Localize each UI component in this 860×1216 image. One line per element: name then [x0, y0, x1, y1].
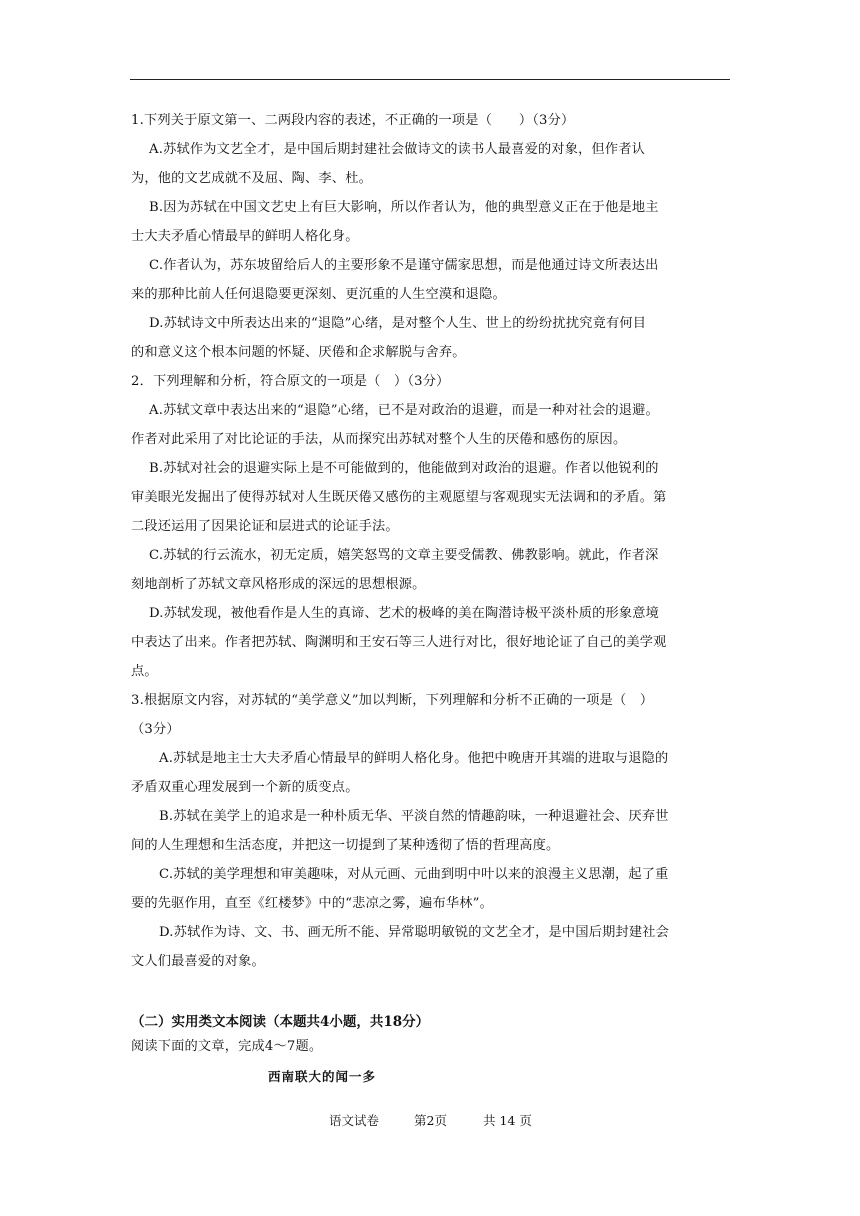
- q1-option-d-line2: 的和意义这个根本问题的怀疑、厌倦和企求解脱与舍弃。: [131, 345, 466, 360]
- q2-option-a-line1: A.苏轼文章中表达出来的“退隐”心绪，已不是对政治的退避，而是一种对社会的退避。: [149, 403, 659, 418]
- article-title: 西南联大的闻一多: [268, 1069, 377, 1084]
- footer-total-pages: 共 14 页: [483, 1113, 532, 1128]
- section-heading: （二）实用类文本阅读（本题共4小题，共18分）: [131, 1014, 430, 1030]
- q2-option-d-line2: 中表达了出来。作者把苏轼、陶渊明和王安石等三人进行对比，很好地论证了自己的美学观: [131, 635, 667, 650]
- question-1-stem: 1.下列关于原文第一、二两段内容的表述，不正确的一项是（ ）（3分）: [131, 113, 575, 128]
- q3-option-d-line1: D.苏轼作为诗、文、书、画无所不能、异常聪明敏锐的文艺全才，是中国后期封建社会: [159, 925, 670, 940]
- q1-option-c-line2: 来的那种比前人任何退隐要更深刻、更沉重的人生空漠和退隐。: [131, 287, 506, 302]
- q2-option-d-line1: D.苏轼发现，被他看作是人生的真谛、艺术的极峰的美在陶潜诗极平淡朴质的形象意境: [149, 606, 660, 621]
- question-3-stem-line1: 3.根据原文内容，对苏轼的“美学意义”加以判断，下列理解和分析不正确的一项是（ ）: [131, 693, 654, 708]
- q3-option-c-line2: 要的先驱作用，直至《红楼梦》中的“悲凉之雾，遍布华林”。: [131, 896, 493, 911]
- q3-option-c-line1: C.苏轼的美学理想和审美趣味，对从元画、元曲到明中叶以来的浪漫主义思潮，起了重: [159, 867, 669, 882]
- header-rule: [130, 79, 730, 80]
- question-3-stem-line2: （3分）: [131, 722, 180, 737]
- question-2-stem: 2．下列理解和分析，符合原文的一项是（ ）（3分）: [131, 374, 450, 389]
- q2-option-a-line2: 作者对此采用了对比论证的手法，从而探究出苏轼对整个人生的厌倦和感伤的原因。: [131, 432, 627, 447]
- q3-option-b-line2: 间的人生理想和生活态度，并把这一切提到了某种透彻了悟的哲理高度。: [131, 838, 560, 853]
- q3-option-b-line1: B.苏轼在美学上的追求是一种朴质无华、平淡自然的情趣韵味，一种退避社会、厌弃世: [159, 809, 669, 824]
- q2-option-b-line1: B.苏轼对社会的退避实际上是不可能做到的，他能做到对政治的退避。作者以他锐利的: [149, 461, 659, 476]
- q1-option-a-line2: 为，他的文艺成就不及屈、陶、李、杜。: [131, 171, 372, 186]
- q2-option-d-line3: 点。: [131, 664, 158, 679]
- q1-option-d-line1: D.苏轼诗文中所表达出来的“退隐”心绪，是对整个人生、世上的纷纷扰扰究竟有何目: [149, 316, 647, 331]
- q3-option-a-line2: 矛盾双重心理发展到一个新的质变点。: [131, 780, 359, 795]
- q2-option-c-line2: 刻地剖析了苏轼文章风格形成的深远的思想根源。: [131, 577, 426, 592]
- q2-option-c-line1: C.苏轼的行云流水，初无定质，嬉笑怒骂的文章主要受儒教、佛教影响。就此，作者深: [149, 548, 659, 563]
- q2-option-b-line3: 二段还运用了因果论证和层进式的论证手法。: [131, 519, 399, 534]
- q3-option-a-line1: A.苏轼是地主士大夫矛盾心情最早的鲜明人格化身。他把中晚唐开其端的进取与退隐的: [159, 751, 669, 766]
- q3-option-d-line2: 文人们最喜爱的对象。: [131, 954, 265, 969]
- q1-option-c-line1: C.作者认为，苏东坡留给后人的主要形象不是谨守儒家思想，而是他通过诗文所表达出: [149, 258, 659, 273]
- q2-option-b-line2: 审美眼光发掘出了使得苏轼对人生既厌倦又感伤的主观愿望与客观现实无法调和的矛盾。第: [131, 490, 667, 505]
- footer-page-number: 第2页: [414, 1113, 447, 1128]
- q1-option-b-line1: B.因为苏轼在中国文艺史上有巨大影响，所以作者认为，他的典型意义正在于他是地主: [149, 200, 659, 215]
- section-instruction: 阅读下面的文章，完成4～7题。: [131, 1039, 323, 1054]
- q1-option-a-line1: A.苏轼作为文艺全才，是中国后期封建社会做诗文的读书人最喜爱的对象，但作者认: [149, 142, 646, 157]
- q1-option-b-line2: 士大夫矛盾心情最早的鲜明人格化身。: [131, 229, 359, 244]
- footer-subject: 语文试卷: [329, 1113, 380, 1128]
